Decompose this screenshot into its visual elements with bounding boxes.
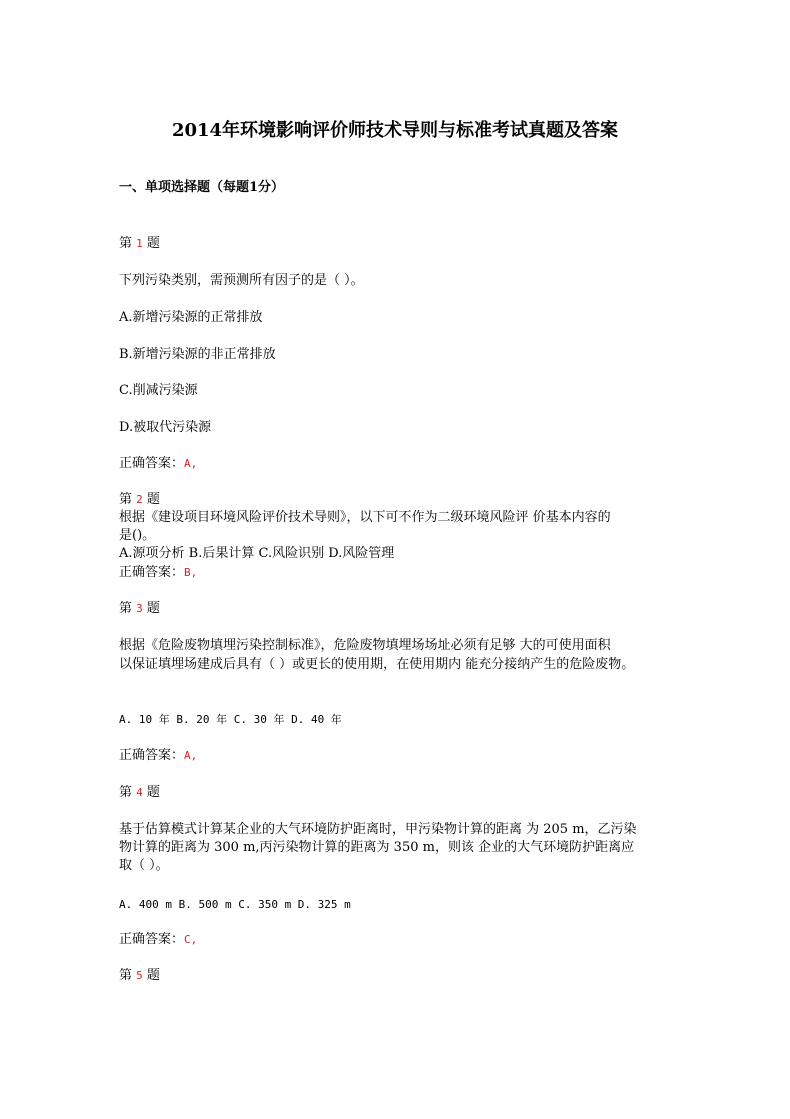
answer-value: B, — [184, 566, 198, 579]
question-number: 2 — [136, 493, 143, 506]
answer-value: A, — [184, 749, 198, 762]
question-prefix: 第 — [119, 601, 133, 616]
question-suffix: 题 — [146, 492, 160, 507]
question-2-heading — [119, 492, 160, 508]
question-2-stem-line-2: 是()。 — [119, 528, 156, 543]
question-suffix: 题 — [146, 601, 160, 616]
question-prefix: 第 — [119, 968, 133, 983]
question-number: 1 — [136, 237, 143, 250]
answer-label: 正确答案： — [119, 748, 185, 763]
question-4-stem-line-3: 取（ ）。 — [119, 858, 169, 873]
question-suffix: 题 — [146, 236, 160, 251]
question-1-stem: 下列污染类别，需预测所有因子的是（ ）。 — [119, 273, 364, 288]
page-title: 2014年环境影响评价师技术导则与标准考试真题及答案 — [171, 120, 619, 141]
question-3-heading — [119, 601, 160, 617]
question-1-heading — [119, 236, 160, 252]
question-prefix: 第 — [119, 785, 133, 800]
question-number: 4 — [136, 786, 143, 799]
answer-label: 正确答案： — [119, 456, 185, 471]
question-1-answer — [119, 456, 197, 472]
question-2-stem-line-1: 根据《建设项目环境风险评价技术导则》，以下可不作为二级环境风险评 价基本内容的 — [119, 510, 611, 525]
answer-label: 正确答案： — [119, 565, 185, 580]
answer-label: 正确答案： — [119, 932, 185, 947]
question-1-option-b: B.新增污染源的非正常排放 — [119, 347, 276, 362]
question-suffix: 题 — [146, 785, 160, 800]
question-3-options: A. 10 年 B. 20 年 C. 30 年 D. 40 年 — [119, 713, 342, 726]
answer-value: A, — [184, 457, 198, 470]
question-suffix: 题 — [146, 968, 160, 983]
question-4-stem-line-1: 基于估算模式计算某企业的大气环境防护距离时，甲污染物计算的距离 为 205 m，乙污染 — [119, 822, 637, 837]
question-number: 3 — [136, 602, 143, 615]
question-4-heading — [119, 785, 160, 801]
section-heading: 一、单项选择题（每题1分） — [119, 180, 285, 195]
question-1-option-d: D.被取代污染源 — [119, 420, 212, 435]
question-2-answer — [119, 565, 197, 581]
question-4-stem-line-2: 物计算的距离为 300 m,丙污染物计算的距离为 350 m，则该 企业的大气环境防护距离应 — [119, 840, 635, 855]
question-prefix: 第 — [119, 236, 133, 251]
question-prefix: 第 — [119, 492, 133, 507]
question-3-stem-line-2: 以保证填埋场建成后具有（ ）或更长的使用期，在使用期内 能充分接纳产生的危险废物。 — [119, 657, 635, 672]
question-1-option-a: A.新增污染源的正常排放 — [119, 310, 263, 325]
question-4-answer — [119, 932, 197, 948]
question-2-options: A.源项分析 B.后果计算 C.风险识别 D.风险管理 — [119, 546, 395, 561]
question-number: 5 — [136, 969, 143, 982]
question-3-answer — [119, 748, 197, 764]
question-5-heading — [119, 968, 160, 984]
answer-value: C, — [184, 933, 198, 946]
question-4-options: A. 400 m B. 500 m C. 350 m D. 325 m — [119, 898, 351, 911]
question-1-option-c: C.削减污染源 — [119, 383, 198, 398]
question-3-stem-line-1: 根据《危险废物填埋污染控制标准》，危险废物填埋场场址必须有足够 大的可使用面积 — [119, 638, 611, 653]
